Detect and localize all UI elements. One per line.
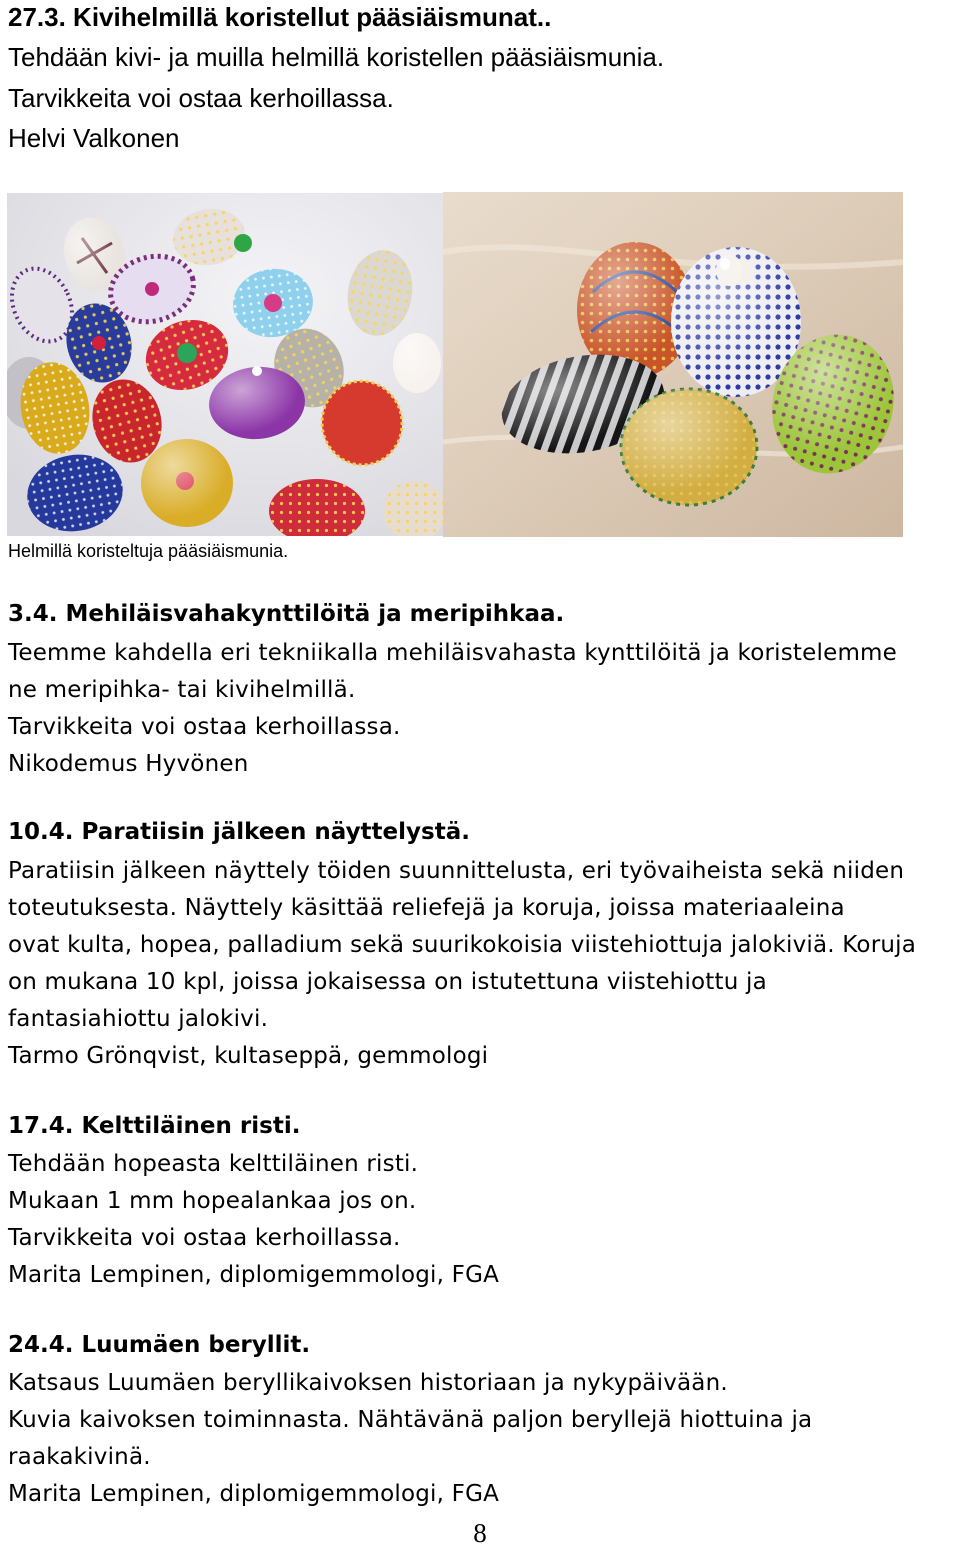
presenter-name: Marita Lempinen, diplomigemmologi, FGA [8,1262,500,1288]
description-line: fantasiahiottu jalokivi. [8,1006,269,1032]
description-line: Teemme kahdella eri tekniikalla mehiläisvahasta kynttilöitä ja koristelemme [8,640,897,666]
description-line: on mukana 10 kpl, joissa jokaisessa on istutettuna viistehiottu ja [8,969,767,995]
page-number: 8 [473,1518,487,1548]
photo-decorated-eggs-right [443,192,903,537]
description-line: Kuvia kaivoksen toiminnasta. Nähtävänä paljon beryllejä hiottuina ja [8,1407,813,1433]
description-line: Tarvikkeita voi ostaa kerhoillassa. [8,714,401,740]
presenter-name: Marita Lempinen, diplomigemmologi, FGA [8,1481,500,1507]
photo-decorated-eggs-left [7,193,443,536]
description-line: Tarvikkeita voi ostaa kerhoillassa. [8,1225,401,1251]
description-line: Tarvikkeita voi ostaa kerhoillassa. [8,83,394,113]
description-line: toteutuksesta. Näyttely käsittää reliefejä ja koruja, joissa materiaaleina [8,895,845,921]
description-line: Tehdään hopeasta kelttiläinen risti. [8,1151,419,1177]
presenter-name: Tarmo Grönqvist, kultaseppä, gemmologi [8,1043,489,1069]
section-heading: 3.4. Mehiläisvahakynttilöitä ja meripihkaa. [8,601,565,627]
description-line: Tehdään kivi- ja muilla helmillä koristellen pääsiäismunia. [8,42,665,72]
presenter-name: Helvi Valkonen [8,123,180,153]
photo-caption: Helmillä koristeltuja pääsiäismunia. [8,541,289,561]
section-heading: 17.4. Kelttiläinen risti. [8,1113,301,1139]
description-line: ne meripihka- tai kivihelmillä. [8,677,356,703]
description-line: Mukaan 1 mm hopealankaa jos on. [8,1188,417,1214]
description-line: ovat kulta, hopea, palladium sekä suurikokoisia viistehiottuja jalokiviä. Koruja [8,932,917,958]
section-heading: 27.3. Kivihelmillä koristellut pääsiäismunat.. [8,2,552,32]
section-heading: 10.4. Paratiisin jälkeen näyttelystä. [8,819,470,845]
section-heading: 24.4. Luumäen beryllit. [8,1332,311,1358]
description-line: Katsaus Luumäen beryllikaivoksen historiaan ja nykypäivään. [8,1370,728,1396]
description-line: raakakivinä. [8,1444,151,1470]
presenter-name: Nikodemus Hyvönen [8,751,249,777]
description-line: Paratiisin jälkeen näyttely töiden suunnittelusta, eri työvaiheista sekä niiden [8,858,905,884]
